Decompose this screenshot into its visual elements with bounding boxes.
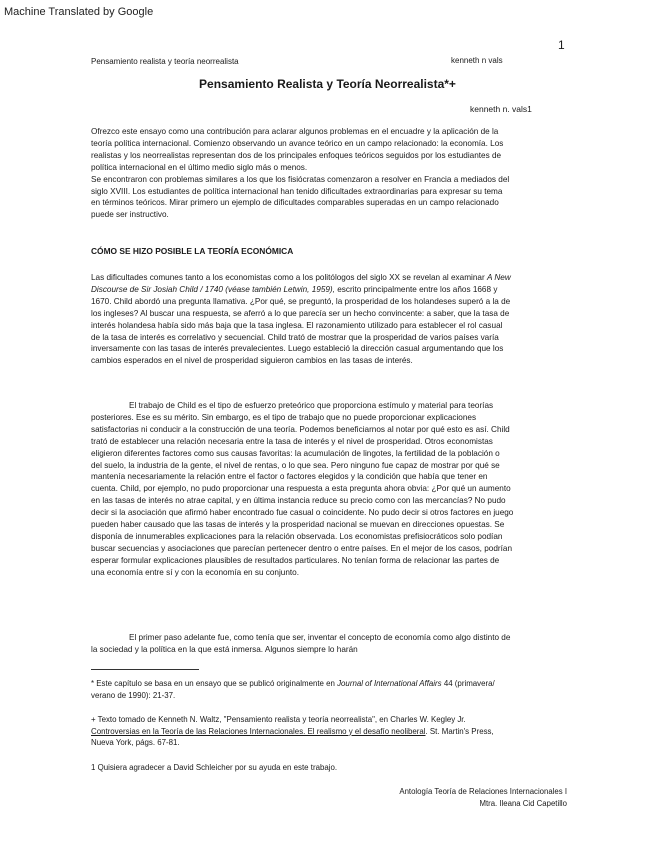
running-header-title: Pensamiento realista y teoría neorrealista [91, 57, 239, 66]
paragraph-pretheoretic [91, 400, 513, 579]
text-line [91, 272, 511, 284]
text-line: 1670. Child abordó una pregunta llamativa. ¿Por qué, se preguntó, la prosperidad de los holandeses superó a la de [91, 296, 511, 306]
text-line: los ingleses? Al buscar una respuesta, se aferró a lo que parecía ser un hecho convincente: a saber, que la tasa de [91, 308, 510, 318]
text-line: verano de 1990): 21-37. [91, 690, 176, 700]
footer-teacher: Mtra. Ileana Cid Capetillo [479, 799, 567, 808]
footnote-plus [91, 714, 494, 749]
text-line: satisfactorias ni conducir a la construcción de una teoría. Podemos beneficiarnos al notar por qué esto es así. Child [91, 424, 510, 434]
paragraph-child [91, 272, 511, 367]
journal-title: Journal of International Affairs [337, 679, 442, 688]
text-line: Ofrezco este ensayo como una contribución para aclarar algunos problemas en el encuadre y la aplicación de la [91, 127, 499, 136]
book-citation: Discourse de Sir Josiah Child / 1740 (véase también Letwin, 1959), [91, 284, 335, 294]
footer-anthology: Antología Teoría de Relaciones Internacionales I [399, 787, 567, 796]
text-line: la sociedad y la política en la que está inmersa. Algunos siempre lo harán [91, 644, 358, 654]
text-line: 1 Quisiera agradecer a David Schleicher por su ayuda en este trabajo. [91, 763, 338, 772]
text-line: eligieron diferentes factores como sus causas favoritas: la acumulación de lingotes, la fertilidad de la población o [91, 448, 500, 458]
text-line: El trabajo de Child es el tipo de esfuerzo preteórico que proporciona estímulo y material para teorías [129, 401, 494, 410]
text-run: * Este capítulo se basa en un ensayo que se publicó originalmente en [91, 679, 338, 688]
text-line: pueden haber causado que las tasas de interés y la prosperidad nacional se muevan en direcciones opuestas. Se [91, 520, 505, 530]
text-line: buscar secuencias y asociaciones que parecían pertenecer dentro o entre países. En el mejor de los casos, podrían [91, 543, 512, 553]
text-run: . St. Martin's Press, [425, 726, 494, 736]
text-line: de la tasa de interés es correlativo y secuencial. Child trató de mostrar que la prosperidad de varios países varía [91, 332, 499, 342]
book-title: A New [486, 273, 511, 282]
text-run: 44 (primavera/ [441, 679, 495, 688]
text-run: escrito principalmente entre los años 1668 y [334, 284, 498, 294]
text-run: Las dificultades comunes tanto a los economistas como a los politólogos del siglo XX se revelan al examinar [91, 273, 487, 282]
text-line: del suelo, la industria de la gente, el nivel de rentas, o lo que sea. Pero ninguno fue capaz de mostrar por qué se [91, 460, 500, 470]
paragraph-first-step [91, 632, 510, 656]
text-line: en las tasas de interés no atrae capital, y en última instancia reduce su precio como con las mercancías? No pudo [91, 496, 506, 506]
text-line: una economía entre sí y con la economía en su conjunto. [91, 567, 300, 577]
text-line [91, 284, 511, 296]
machine-translation-banner: Machine Translated by Google [4, 6, 154, 18]
text-line: cambios esperados en el nivel de prosperidad siguieron cambios en las tasas de interés. [91, 356, 413, 366]
section-heading: CÓMO SE HIZO POSIBLE LA TEORÍA ECONÓMICA [91, 246, 294, 256]
text-line: Se encontraron con problemas similares a los que los fisiócratas comenzaron a resolver en Francia a mediados del [91, 174, 510, 184]
text-line: realistas y los neorrealistas representan dos de los principales enfoques teóricos seguidos por los estudiantes de [91, 150, 502, 160]
author-name: kenneth n. vals1 [470, 104, 532, 114]
text-line: siglo XVIII. Los estudiantes de política internacional han tenido dificultades extraordinarias para expresar su tema [91, 186, 503, 196]
intro-paragraph [91, 126, 509, 221]
text-line: teoría política internacional. Comienzo observando un avance teórico en un campo relacionado: la economía. Los [91, 138, 504, 148]
text-line: + Texto tomado de Kenneth N. Waltz, "Pensamiento realista y teoría neorrealista", en Charles W. Kegley Jr. [91, 715, 466, 724]
running-header-author: kenneth n vals [451, 56, 503, 65]
text-line: El primer paso adelante fue, como tenía que ser, inventar el concepto de economía como algo distinto de [129, 633, 511, 642]
text-line [91, 726, 494, 738]
text-line: Nueva York, págs. 67-81. [91, 738, 180, 747]
footnote-separator [91, 669, 199, 670]
footnote-star [91, 678, 495, 701]
text-line: trató de establecer una relación necesaria entre la tasa de interés y el nivel de prosperidad. Otros economistas [91, 436, 493, 446]
footnote-one [91, 762, 337, 774]
text-line: puede ser instructivo. [91, 210, 169, 220]
text-line: decir si la asociación que afirmó haber encontrado fue casual o coincidente. No pudo decir si otros factores en juego [91, 508, 514, 518]
text-line: interés holandesa había sido más baja que la tasa inglesa. El razonamiento utilizado para establecer el rol casual [91, 320, 503, 330]
text-line [91, 678, 495, 690]
document-title: Pensamiento Realista y Teoría Neorrealista*+ [199, 77, 456, 91]
text-line: posteriores. Ese es su mérito. Sin embargo, es el tipo de trabajo que no puede proporcionar explicaciones [91, 412, 477, 422]
text-line: disponía de innumerables explicaciones para la relación observada. Los economistas prefisiocráticos solo podían [91, 531, 503, 541]
page-number: 1 [558, 38, 565, 52]
book-title-underlined: Controversias en la Teoría de las Relaciones Internacionales. El realismo y el desafío neoliberal [91, 726, 426, 736]
text-line: en términos teóricos. Mirar primero un ejemplo de dificultades comparables superadas en un campo relacionado [91, 198, 499, 208]
text-line: esperar formular explicaciones plausibles de resultados particulares. No tenían forma de relacionar las partes de [91, 555, 500, 565]
text-line: política internacional en el último medio siglo más o menos. [91, 162, 308, 172]
text-line: cuenta. Child, por ejemplo, no pudo proporcionar una respuesta a esta pregunta ahora obvia: ¿Por qué un aumento [91, 484, 511, 494]
text-line: mantenía necesariamente la relación entre el factor o factores elegidos y la condición que había que tener en [91, 472, 488, 482]
text-line: inversamente con las tasas de interés prevalecientes. Luego estableció la dirección casual argumentando que los [91, 344, 504, 354]
